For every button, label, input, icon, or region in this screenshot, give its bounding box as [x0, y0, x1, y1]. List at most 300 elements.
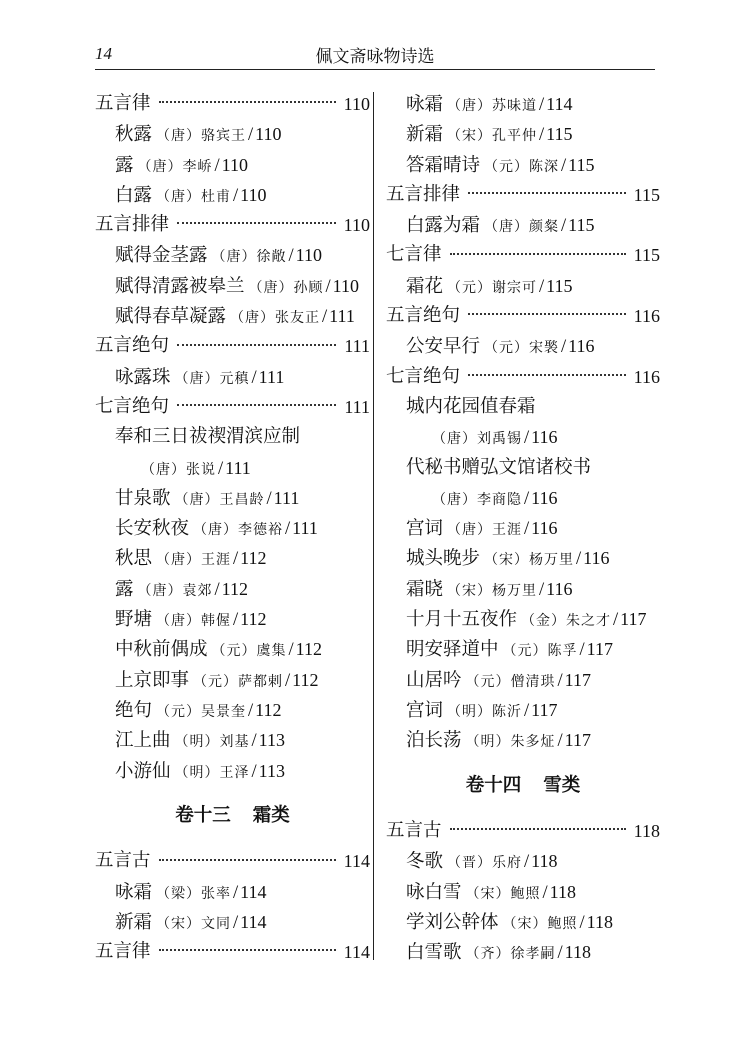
poem-author: 李商隐: [477, 491, 522, 508]
toc-entry[interactable]: [386, 210, 660, 240]
page-separator: /: [557, 731, 563, 752]
poem-author: 谢宗可: [492, 279, 538, 296]
poem-era: （唐）: [137, 582, 183, 599]
poem-era: （宋）: [156, 916, 202, 933]
poem-title: 新霜: [115, 912, 153, 934]
dot-leader: [159, 101, 336, 103]
page-separator: /: [251, 367, 257, 388]
poem-author: 吴景奎: [201, 703, 247, 720]
poem-era: （齐）: [465, 946, 511, 963]
poem-era: （宋）: [447, 128, 493, 145]
page-separator: /: [251, 731, 257, 752]
toc-entry[interactable]: [95, 877, 370, 907]
poem-title: 城内花园值春霜: [406, 395, 536, 417]
toc-section-heading[interactable]: [95, 210, 370, 240]
toc-left-column: [95, 89, 370, 968]
poem-author: 苏味道: [492, 98, 538, 114]
poem-title: 泊长荡: [406, 730, 462, 752]
toc-section-heading[interactable]: [386, 816, 660, 846]
section-page: 116: [633, 366, 660, 387]
page-separator: /: [579, 913, 585, 934]
section-title: 五言排律: [95, 214, 170, 236]
dot-leader: [177, 404, 336, 406]
poem-title: 宫词: [406, 518, 444, 540]
poem-author: 颜粲: [529, 219, 560, 236]
poem-title: 答霜晴诗: [406, 154, 481, 176]
book-title: 佩文斋咏物诗选: [315, 47, 435, 67]
toc-entry[interactable]: [95, 543, 370, 573]
toc-entry[interactable]: [95, 240, 370, 270]
page-separator: /: [539, 125, 545, 146]
page-separator: /: [539, 95, 545, 115]
volume-label: 卷十三: [175, 804, 231, 826]
poem-era: （唐）: [447, 522, 493, 539]
poem-era: （唐）: [174, 370, 220, 387]
poem-era: （唐）: [137, 158, 183, 175]
poem-page: 116: [531, 427, 558, 448]
page-separator: /: [613, 610, 619, 631]
poem-era: （元）: [484, 340, 530, 357]
poem-title: 咏露珠: [115, 366, 171, 388]
page-separator: /: [233, 549, 239, 570]
poem-page: 110: [255, 124, 282, 145]
toc-entry[interactable]: [386, 846, 660, 876]
poem-author: 鲍照: [510, 885, 541, 902]
poem-title: 甘泉歌: [115, 487, 171, 509]
poem-author: 陈深: [529, 158, 560, 175]
section-title: 七言绝句: [386, 365, 461, 387]
poem-title: 咏霜: [406, 94, 444, 115]
poem-page: 114: [546, 94, 573, 114]
poem-title: 白雪歌: [406, 942, 462, 964]
page-separator: /: [524, 700, 530, 721]
poem-title: 宫词: [406, 699, 444, 721]
page-separator: /: [561, 216, 567, 237]
poem-title: 咏白雪: [406, 881, 462, 903]
poem-title: 秋露: [115, 124, 153, 146]
toc-entry[interactable]: [386, 119, 660, 149]
toc-section-heading[interactable]: [386, 180, 660, 210]
volume-label: 卷十四: [465, 774, 522, 796]
section-page: 115: [633, 184, 660, 205]
poem-page: 118: [549, 881, 576, 902]
page-separator: /: [285, 670, 291, 691]
section-title: 五言律: [95, 941, 151, 963]
page-separator: /: [214, 579, 220, 600]
volume-heading: [95, 786, 370, 847]
toc-entry[interactable]: [386, 907, 660, 937]
page-separator: /: [285, 519, 291, 540]
poem-title: 白露: [115, 184, 153, 206]
poem-era: （唐）: [211, 249, 257, 266]
poem-title: 霜花: [406, 275, 444, 297]
poem-author: 韩偓: [201, 613, 232, 630]
poem-author: 王泽: [219, 764, 250, 781]
poem-title: 白露为霜: [406, 215, 481, 237]
dot-leader: [159, 949, 336, 951]
header-rule: [95, 69, 655, 70]
page-separator: /: [322, 307, 328, 328]
poem-era: （唐）: [156, 613, 202, 630]
page-separator: /: [524, 428, 530, 449]
poem-era: （宋）: [484, 552, 530, 569]
poem-page: 110: [332, 275, 359, 296]
poem-author: 张说: [186, 461, 216, 478]
page-separator: /: [557, 943, 563, 964]
toc-entry[interactable]: [95, 271, 370, 301]
dot-leader: [468, 374, 626, 376]
poem-author: 僧清珙: [510, 673, 556, 690]
poem-page: 116: [546, 578, 573, 599]
poem-author: 刘基: [219, 734, 250, 751]
page-separator: /: [524, 852, 530, 873]
poem-author: 徐敞: [256, 249, 287, 266]
poem-title: 露: [115, 578, 134, 600]
page-separator: /: [266, 488, 272, 509]
poem-author: 文同: [201, 916, 232, 933]
poem-title: 明安驿道中: [406, 639, 499, 661]
toc-entry[interactable]: [95, 301, 370, 331]
poem-author: 王涯: [492, 522, 523, 539]
page-separator: /: [576, 549, 582, 570]
toc-section-heading[interactable]: [95, 937, 370, 967]
poem-page: 110: [221, 154, 248, 175]
poem-page: 117: [564, 730, 591, 751]
toc-entry-continuation[interactable]: [386, 483, 660, 513]
poem-title: 野塘: [115, 609, 153, 631]
toc-entry[interactable]: [95, 634, 370, 664]
toc-entry[interactable]: [95, 756, 370, 786]
toc-entry[interactable]: [386, 665, 660, 695]
page-separator: /: [218, 458, 224, 479]
poem-era: （唐）: [156, 188, 202, 205]
poem-era: （元）: [211, 643, 257, 660]
poem-page: 112: [292, 669, 319, 690]
poem-title: 赋得春草凝露: [115, 306, 227, 328]
poem-era: （唐）: [174, 491, 220, 508]
poem-author: 陈沂: [492, 703, 523, 720]
poem-page: 116: [583, 548, 610, 569]
poem-era: （明）: [174, 764, 220, 781]
poem-era: （唐）: [248, 279, 294, 296]
section-page: 114: [343, 942, 370, 963]
poem-page: 112: [295, 639, 322, 660]
dot-leader: [468, 192, 626, 194]
poem-author: 李德裕: [238, 522, 284, 539]
poem-title: 学刘公幹体: [406, 912, 499, 934]
poem-page: 118: [586, 912, 613, 933]
poem-author: 骆宾王: [201, 128, 247, 145]
section-page: 110: [343, 94, 370, 114]
toc-entry[interactable]: [386, 634, 660, 664]
volume-heading: [386, 756, 660, 817]
toc-entry[interactable]: [95, 513, 370, 543]
poem-author: 杜甫: [201, 188, 232, 205]
poem-era: （宋）: [502, 916, 548, 933]
page-separator: /: [214, 155, 220, 176]
page-separator: /: [248, 700, 254, 721]
toc-entry[interactable]: [95, 725, 370, 755]
poem-author: 萨都剌: [238, 673, 284, 690]
poem-page: 114: [240, 881, 267, 902]
poem-page: 110: [240, 184, 267, 205]
toc-entry[interactable]: [386, 937, 660, 967]
toc-entry[interactable]: [95, 907, 370, 937]
poem-page: 111: [225, 457, 251, 478]
poem-author: 王昌龄: [219, 491, 265, 508]
poem-author: 徐孝嗣: [510, 946, 556, 963]
toc-entry[interactable]: [386, 695, 660, 725]
page-separator: /: [557, 670, 563, 691]
toc-section-heading[interactable]: [386, 240, 660, 270]
poem-era: （明）: [447, 703, 493, 720]
poem-era: （元）: [447, 279, 493, 296]
poem-era: （唐）: [156, 552, 202, 569]
toc-entry[interactable]: [386, 574, 660, 604]
toc-entry[interactable]: [95, 604, 370, 634]
page-separator: /: [561, 337, 567, 358]
section-page: 115: [633, 245, 660, 266]
poem-title: 秋思: [115, 548, 153, 570]
section-page: 111: [344, 336, 370, 357]
toc-section-heading[interactable]: [386, 301, 660, 331]
section-page: 116: [633, 306, 660, 327]
poem-page: 117: [586, 639, 613, 660]
poem-title: 代秘书赠弘文馆诸校书: [406, 456, 592, 478]
poem-page: 111: [273, 487, 300, 508]
poem-title: 露: [115, 154, 134, 176]
poem-author: 孔平仲: [492, 128, 538, 145]
toc-entry[interactable]: [95, 119, 370, 149]
poem-title: 奉和三日祓禊渭滨应制: [115, 426, 301, 448]
poem-title: 绝句: [115, 699, 153, 721]
poem-page: 115: [568, 215, 595, 236]
toc-entry[interactable]: [95, 483, 370, 513]
poem-title: 江上曲: [115, 730, 171, 752]
poem-era: （唐）: [447, 98, 493, 114]
poem-era: （唐）: [484, 219, 530, 236]
section-title: 五言绝句: [95, 335, 170, 357]
volume-category: 霜类: [252, 804, 290, 826]
poem-author: 张友正: [275, 310, 321, 327]
column-divider: [373, 92, 374, 960]
poem-title: 新霜: [406, 124, 444, 146]
poem-author: 袁郊: [182, 582, 213, 599]
toc-entry[interactable]: [386, 604, 660, 634]
toc-section-heading[interactable]: [95, 846, 370, 876]
poem-title: 上京即事: [115, 669, 190, 691]
poem-page: 115: [546, 275, 573, 296]
poem-page: 116: [531, 518, 558, 539]
poem-title: 霜晓: [406, 578, 444, 600]
poem-author: 王涯: [201, 552, 232, 569]
poem-era: （元）: [484, 158, 530, 175]
toc-section-heading[interactable]: [95, 89, 370, 119]
poem-author: 鲍照: [547, 916, 578, 933]
toc-entry[interactable]: [386, 150, 660, 180]
section-title: 五言绝句: [386, 305, 461, 327]
toc-section-heading[interactable]: [95, 331, 370, 361]
poem-page: 118: [531, 851, 558, 872]
page-separator: /: [233, 913, 239, 934]
poem-author: 虞集: [256, 643, 287, 660]
section-page: 114: [343, 851, 370, 872]
poem-title: 赋得金茎露: [115, 245, 208, 267]
dot-leader: [159, 859, 336, 861]
page-separator: /: [524, 488, 530, 509]
poem-era: （明）: [174, 734, 220, 751]
poem-era: （元）: [193, 673, 239, 690]
poem-era: （唐）: [156, 128, 202, 145]
section-title: 五言古: [386, 820, 442, 842]
poem-era: （元）: [465, 673, 511, 690]
dot-leader: [177, 344, 336, 346]
poem-author: 宋褧: [529, 340, 560, 357]
page-separator: /: [288, 640, 294, 661]
poem-era: （唐）: [432, 491, 477, 508]
poem-author: 乐府: [492, 855, 523, 872]
poem-era: （元）: [502, 643, 548, 660]
poem-page: 113: [258, 760, 285, 781]
section-page: 111: [344, 396, 370, 417]
poem-era: （晋）: [447, 855, 493, 872]
section-title: 五言律: [95, 93, 151, 114]
page-separator: /: [579, 640, 585, 661]
toc-entry[interactable]: [95, 695, 370, 725]
toc-entry[interactable]: [386, 392, 660, 422]
page-separator: /: [542, 882, 548, 903]
toc-section-heading[interactable]: [95, 392, 370, 422]
dot-leader: [450, 253, 626, 255]
dot-leader: [450, 828, 626, 830]
poem-page: 117: [531, 699, 558, 720]
poem-title: 山居吟: [406, 669, 462, 691]
poem-page: 116: [531, 487, 558, 508]
poem-title: 小游仙: [115, 760, 171, 782]
toc-entry[interactable]: [386, 725, 660, 755]
poem-title: 长安秋夜: [115, 518, 190, 540]
poem-author: 李峤: [182, 158, 213, 175]
poem-era: （梁）: [156, 885, 202, 902]
poem-era: （唐）: [230, 310, 276, 327]
poem-era: （宋）: [465, 885, 511, 902]
poem-page: 115: [568, 154, 595, 175]
poem-author: 孙顾: [293, 279, 324, 296]
dot-leader: [468, 313, 626, 315]
poem-title: 公安早行: [406, 336, 481, 358]
toc-entry[interactable]: [95, 150, 370, 180]
poem-author: 杨万里: [529, 552, 575, 569]
poem-page: 117: [620, 609, 647, 630]
section-title: 五言排律: [386, 183, 461, 205]
poem-author: 张率: [201, 885, 232, 902]
section-title: 七言绝句: [95, 395, 170, 417]
poem-page: 112: [240, 548, 267, 569]
poem-author: 刘禹锡: [477, 431, 522, 448]
poem-page: 111: [292, 518, 318, 539]
toc-right-column: [386, 89, 660, 968]
section-title: 七言律: [386, 244, 442, 266]
toc-entry[interactable]: [386, 513, 660, 543]
poem-title: 中秋前偶成: [115, 639, 208, 661]
toc-entry[interactable]: [386, 271, 660, 301]
poem-title: 赋得清露被皋兰: [115, 275, 245, 297]
poem-page: 110: [295, 245, 322, 266]
toc-section-heading[interactable]: [386, 362, 660, 392]
page-separator: /: [561, 155, 567, 176]
poem-author: 元稹: [219, 370, 250, 387]
poem-author: 朱之才: [566, 613, 612, 630]
poem-page: 113: [258, 730, 285, 751]
page-separator: /: [325, 276, 331, 297]
toc-entry-continuation[interactable]: [386, 422, 660, 452]
page-separator: /: [539, 579, 545, 600]
poem-page: 118: [564, 942, 591, 963]
toc-entry[interactable]: [386, 89, 660, 119]
dot-leader: [177, 222, 336, 224]
poem-title: 十月十五夜作: [406, 609, 518, 631]
poem-page: 111: [329, 306, 355, 327]
page-separator: /: [233, 882, 239, 903]
poem-page: 116: [568, 336, 595, 357]
toc-entry[interactable]: [386, 543, 660, 573]
poem-era: （唐）: [141, 461, 186, 478]
poem-title: 城头晚步: [406, 548, 481, 570]
poem-author: 陈孚: [547, 643, 578, 660]
toc-entry[interactable]: [95, 180, 370, 210]
poem-era: （宋）: [447, 582, 493, 599]
poem-page: 112: [240, 609, 267, 630]
poem-page: 112: [221, 578, 248, 599]
toc-entry[interactable]: [95, 665, 370, 695]
page-separator: /: [233, 610, 239, 631]
poem-era: （元）: [156, 703, 202, 720]
poem-page: 117: [564, 669, 591, 690]
poem-era: （金）: [521, 613, 567, 630]
page-header: [95, 38, 655, 70]
section-page: 110: [343, 215, 370, 236]
toc-entry[interactable]: [386, 331, 660, 361]
section-page: 118: [633, 821, 660, 842]
section-title: 五言古: [95, 850, 151, 872]
poem-author: 杨万里: [492, 582, 538, 599]
page-number: 14: [95, 44, 112, 63]
toc-entry[interactable]: [386, 877, 660, 907]
poem-page: 114: [240, 912, 267, 933]
toc-entry[interactable]: [95, 574, 370, 604]
poem-author: 朱多炡: [510, 734, 556, 751]
page-separator: /: [248, 125, 254, 146]
page-separator: /: [288, 246, 294, 267]
toc-entry[interactable]: [95, 362, 370, 392]
volume-category: 雪类: [543, 774, 581, 796]
poem-era: （唐）: [432, 431, 477, 448]
page-separator: /: [524, 519, 530, 540]
poem-title: 冬歌: [406, 851, 444, 873]
page-separator: /: [233, 185, 239, 206]
toc-entry[interactable]: [386, 453, 660, 483]
page-separator: /: [539, 276, 545, 297]
poem-page: 112: [255, 699, 282, 720]
poem-page: 115: [546, 124, 573, 145]
poem-era: （唐）: [193, 522, 239, 539]
toc-entry-continuation[interactable]: [95, 453, 370, 483]
toc-entry[interactable]: [95, 422, 370, 452]
poem-era: （明）: [465, 734, 511, 751]
poem-page: 111: [258, 366, 285, 387]
page-separator: /: [251, 761, 257, 782]
poem-title: 咏霜: [115, 881, 153, 903]
